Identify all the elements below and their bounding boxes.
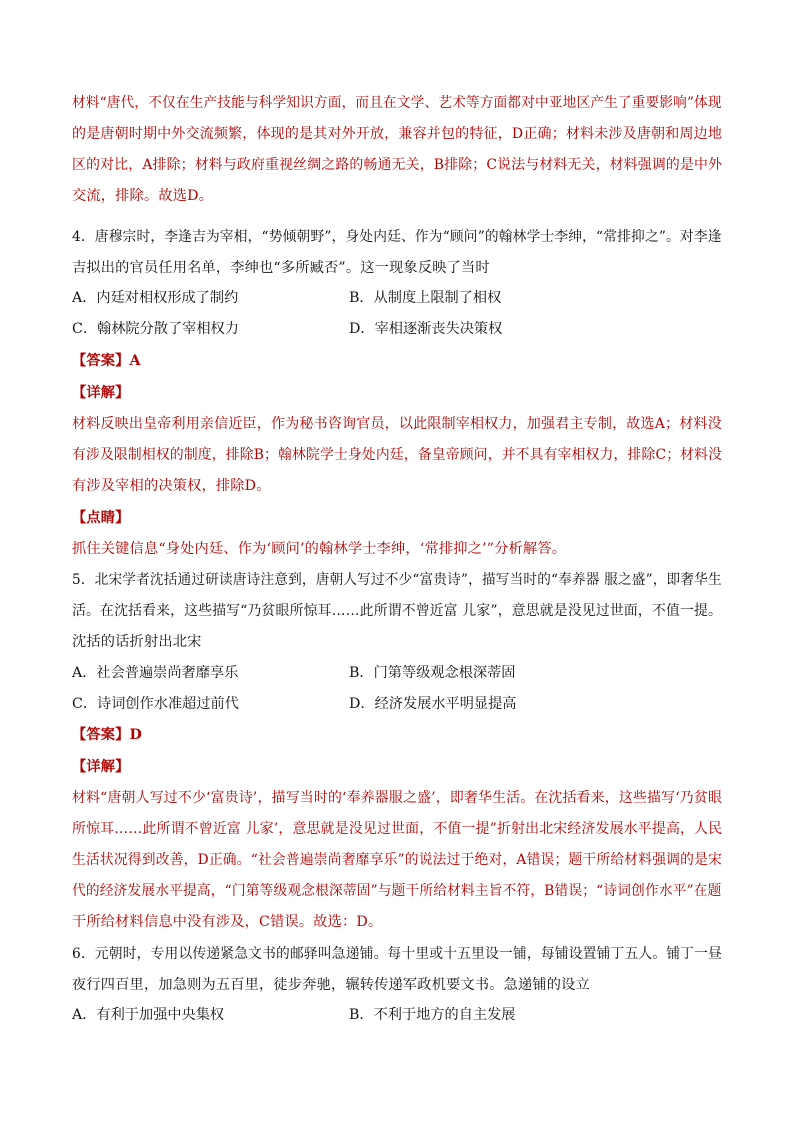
prev-detail-line: 的是唐朝时期中外交流频繁，体现的是其对外开放，兼容并包的特征，D正确；材料未涉及唐朝和周边地 <box>72 126 723 142</box>
q5-detail-heading: 【详解】 <box>72 759 130 775</box>
q5-stem-line: 活。在沈括看来，这些描写“乃贫眼所惊耳……此所谓不曾近富 儿家”，意思就是没见过世面，不值一提。 <box>72 603 723 619</box>
q4-stem-line: 4．唐穆宗时，李逢吉为宰相，“势倾朝野”，身处内廷、作为“顾问”的翰林学士李绅，“常排抑之”。对李逢 <box>72 229 722 245</box>
prev-detail-line: 材料“唐代，不仅在生产技能与科学知识方面，而且在文学、艺术等方面都对中亚地区产生了重要影响”体现 <box>72 95 722 111</box>
q4-option-a: A．内廷对相权形成了制约 <box>72 290 239 306</box>
q4-option-c: C．翰林院分散了宰相权力 <box>72 321 239 337</box>
q4-stem-line: 吉拟出的官员任用名单，李绅也“多所臧否”。这一现象反映了当时 <box>72 260 490 276</box>
q4-option-b: B．从制度上限制了相权 <box>349 290 502 306</box>
q4-option-d: D．宰相逐渐丧失决策权 <box>349 321 503 337</box>
prev-detail-line: 区的对比，A排除；材料与政府重视丝绸之路的畅通无关，B排除；C说法与材料无关，材料强调的是中外 <box>72 157 723 173</box>
q5-detail-line: 所惊耳……此所谓不曾近富 儿家’，意思就是没见过世面，不值一提”折射出北宋经济发展水平提高，人民 <box>72 821 723 837</box>
q5-option-a: A．社会普遍崇尚奢靡享乐 <box>72 665 239 681</box>
q5-detail-line: 材料“唐朝人写过不少‘富贵诗’，描写当时的‘奉养器服之盛’，即奢华生活。在沈括看来，这些描写‘乃贫眼 <box>72 790 723 806</box>
q6-option-a: A．有利于加强中央集权 <box>72 1007 225 1023</box>
q6-stem-line: 夜行四百里，加急则为五百里，徒步奔驰，辗转传递军政机要文书。急递铺的设立 <box>72 977 590 993</box>
q5-option-c: C．诗词创作水准超过前代 <box>72 696 239 712</box>
q6-stem-line: 6．元朝时，专用以传递紧急文书的邮驿叫急递铺。每十里或十五里设一铺，每铺设置铺丁五人。铺丁一昼 <box>72 946 723 962</box>
q5-detail-line: 干所给材料信息中没有涉及，C错误。故选：D。 <box>72 914 383 930</box>
q5-answer: 【答案】D <box>72 727 143 743</box>
q4-detail-line: 材料反映出皇帝利用亲信近臣，作为秘书咨询官员，以此限制宰相权力，加强君主专制，故选A；材料没 <box>72 416 722 432</box>
q5-option-b: B．门第等级观念根深蒂固 <box>349 665 516 681</box>
q4-answer: 【答案】A <box>72 353 141 369</box>
q4-detail-line: 有涉及宰相的决策权，排除D。 <box>72 478 271 494</box>
q5-stem-line: 沈括的话折射出北宋 <box>72 634 202 650</box>
q4-detail-heading: 【详解】 <box>72 385 130 401</box>
q5-option-d: D．经济发展水平明显提高 <box>349 696 517 712</box>
q5-detail-line: 代的经济发展水平提高，“门第等级观念根深蒂固”与题干所给材料主旨不符，B错误；“诗词创作水平”在题 <box>72 883 722 899</box>
q4-tip: 抓住关键信息“身处内廷、作为‘顾问’的翰林学士李绅，‘常排抑之’”分析解答。 <box>72 541 567 557</box>
q5-detail-line: 生活状况得到改善，D正确。“社会普遍崇尚奢靡享乐”的说法过于绝对，A错误；题干所给材料强调的是宋 <box>72 852 722 868</box>
q6-option-b: B．不利于地方的自主发展 <box>349 1007 516 1023</box>
q4-detail-line: 有涉及限制相权的制度，排除B；翰林院学士身处内廷，备皇帝顾问，并不具有宰相权力，排除C；材料没 <box>72 447 723 463</box>
q4-tip-heading: 【点睛】 <box>72 510 130 526</box>
prev-detail-line: 交流，排除。故选D。 <box>72 188 214 204</box>
q5-stem-line: 5．北宋学者沈括通过研读唐诗注意到，唐朝人写过不少“富贵诗”，描写当时的“奉养器 服之盛”，即奢华生 <box>72 572 722 588</box>
